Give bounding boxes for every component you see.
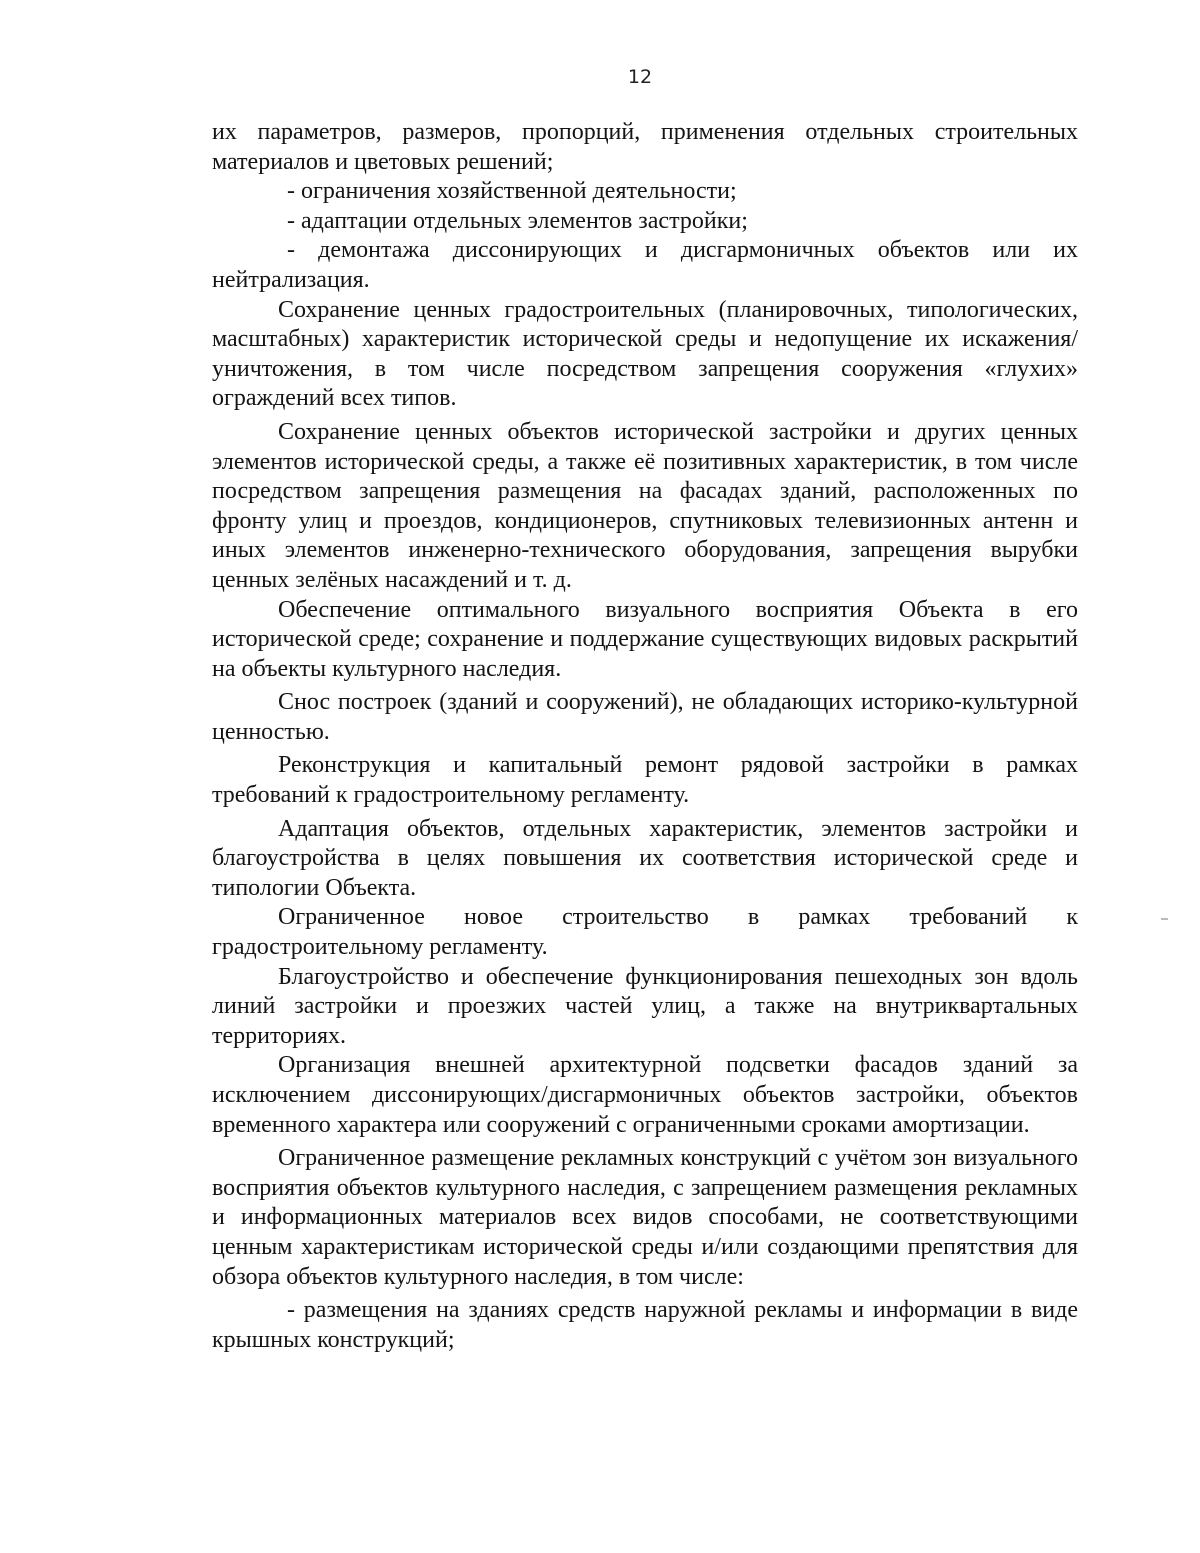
paragraph-8: Снос построек (зданий и сооружений), не обладающих историко-культурной ценностью. xyxy=(212,689,1078,745)
paragraph-3: - адаптации отдельных элементов застройки; xyxy=(287,207,748,234)
paragraph-15: - размещения на зданиях средств наружной рекламы и информации в виде крышных конструкций; xyxy=(212,1297,1078,1353)
page-number: 12 xyxy=(627,66,653,88)
paragraph-14: Ограниченное размещение рекламных конструкций с учётом зон визуального восприятия объектов культурного наследия, с запрещением размещения рекламных и информационных материалов всех видов способами, не соответствующими ценным характеристикам исторической среды и/или создающими препятствия для обзора объектов культурного наследия, в том числе: xyxy=(212,1145,1078,1290)
paragraph-9: Реконструкция и капитальный ремонт рядовой застройки в рамках требований к градостроительному регламенту. xyxy=(212,752,1078,809)
paragraph-13: Организация внешней архитектурной подсветки фасадов зданий за исключением диссонирующих/дисгармоничных объектов застройки, объектов временного характера или сооружений с ограниченными сроками амортизации. xyxy=(212,1052,1078,1138)
paragraph-7: Обеспечение оптимального визуального восприятия Объекта в его исторической среде; сохранение и поддержание существующих видовых раскрытий на объекты культурного наследия. xyxy=(212,596,1078,682)
scan-artifact xyxy=(1161,918,1168,920)
paragraph-6: Сохранение ценных объектов исторической застройки и других ценных элементов исторической среды, а также её позитивных характеристик, в том числе посредством запрещения размещения на фасадах зданий, расположенных по фронту улиц и проездов, кондиционеров, спутниковых телевизионных антенн и иных элементов инженерно-технического оборудования, запрещения вырубки ценных зелёных насаждений и т. д. xyxy=(212,418,1078,593)
paragraph-12: Благоустройство и обеспечение функционирования пешеходных зон вдоль линий застройки и проезжих частей улиц, а также на внутриквартальных территориях. xyxy=(212,963,1078,1049)
paragraph-4: - демонтажа диссонирующих и дисгармоничных объектов или их нейтрализация. xyxy=(212,237,1078,293)
paragraph-11: Ограниченное новое строительство в рамках требований к градостроительному регламенту. xyxy=(212,904,1078,961)
paragraph-2: - ограничения хозяйственной деятельности; xyxy=(287,178,737,205)
paragraph-10: Адаптация объектов, отдельных характеристик, элементов застройки и благоустройства в целях повышения их соответствия исторической среде и типологии Объекта. xyxy=(212,815,1078,901)
paragraph-1: их параметров, размеров, пропорций, применения отдельных строительных материалов и цветовых решений; xyxy=(212,119,1078,175)
paragraph-5: Сохранение ценных градостроительных (планировочных, типологических, масштабных) характеристик исторической среды и недопущение их искажения/уничтожения, в том числе посредством запрещения сооружения «глухих» ограждений всех типов. xyxy=(212,296,1078,412)
document-body xyxy=(212,118,1078,1355)
